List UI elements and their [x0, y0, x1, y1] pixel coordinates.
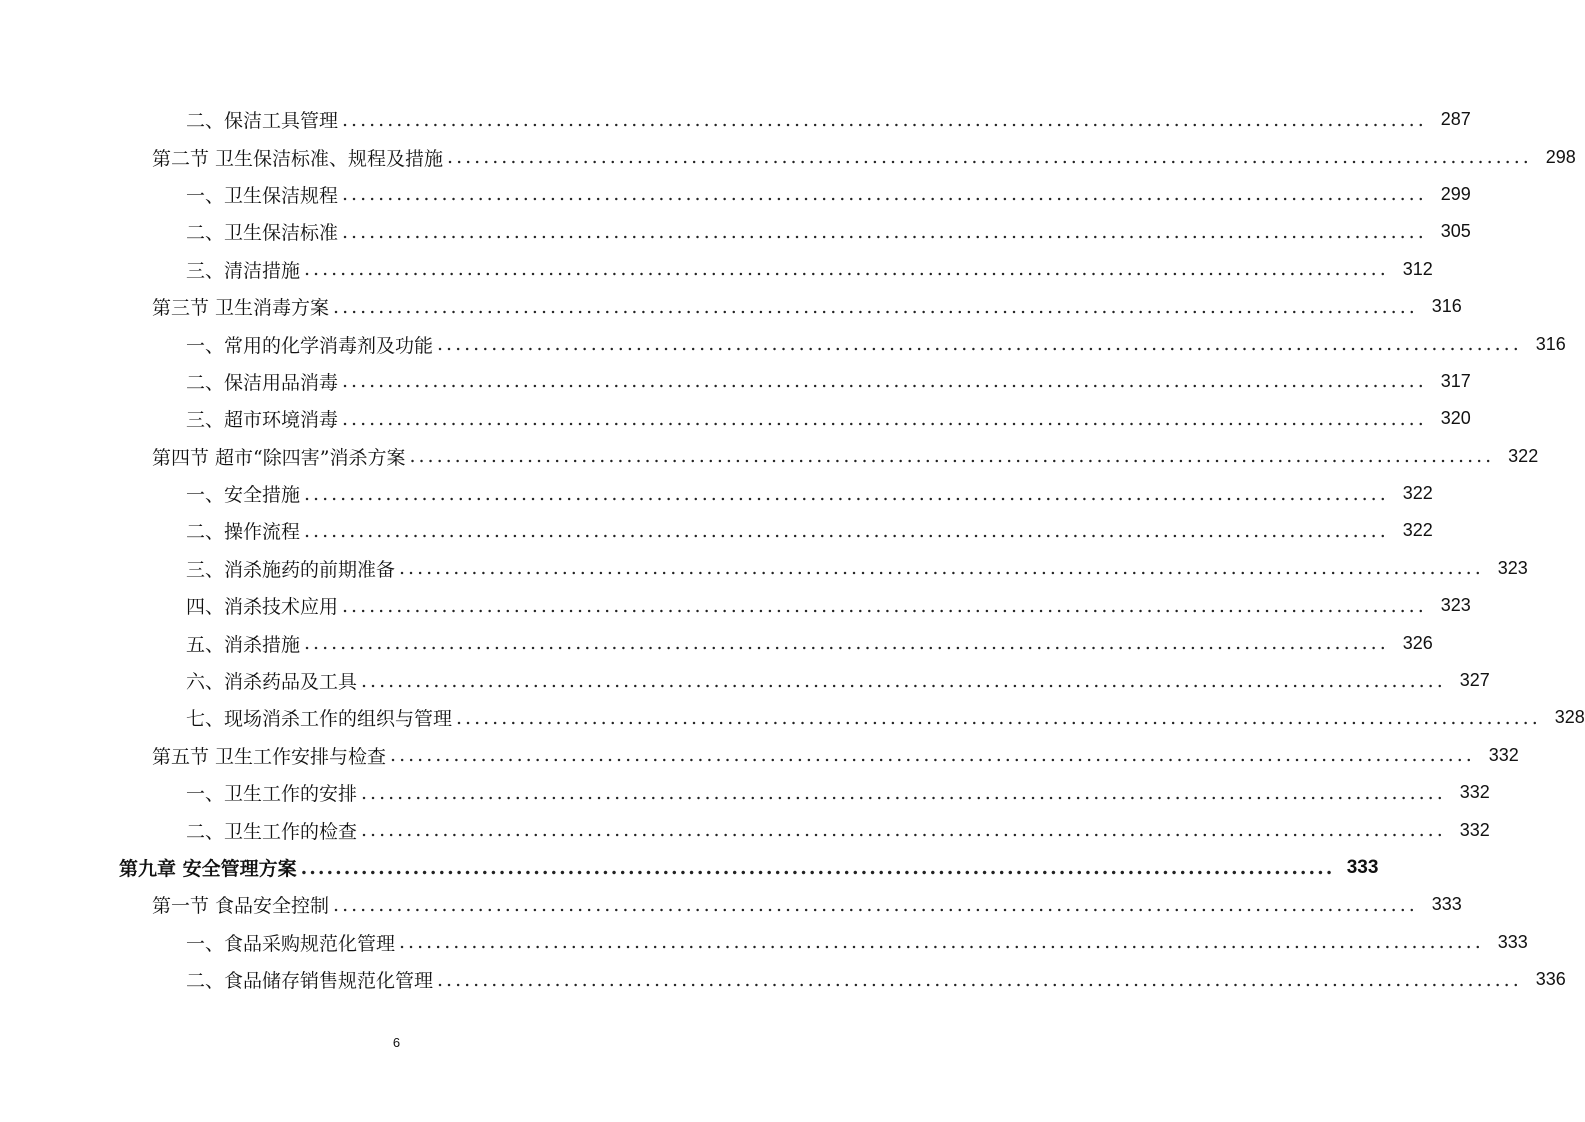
toc-entry-page: 312 [1402, 258, 1433, 279]
toc-entry-title: 六、消杀药品及工具 [186, 671, 358, 694]
dot-leader: ........................................................................................................................ [456, 706, 1541, 729]
toc-entry[interactable] [0, 587, 1471, 624]
toc-entry-title: 三、超市环境消毒 [186, 409, 339, 432]
toc-entry-page: 305 [1440, 221, 1471, 242]
toc-entry-page: 316 [1431, 296, 1462, 317]
dot-leader: ........................................................................................................................ [304, 482, 1389, 505]
toc-entry[interactable] [0, 325, 1566, 362]
toc-entry[interactable] [0, 288, 1462, 325]
toc-entry-page: 323 [1497, 557, 1528, 578]
toc-entry-title: 四、消杀技术应用 [186, 596, 339, 619]
toc-entry[interactable] [0, 512, 1433, 549]
toc-entry-page: 322 [1402, 520, 1433, 541]
toc-entry-page: 287 [1440, 109, 1471, 130]
dot-leader: ........................................................................................................................ [390, 744, 1475, 767]
dot-leader: ........................................................................................................................ [333, 295, 1418, 318]
toc-entry-title: 第九章 安全管理方案 [119, 858, 297, 880]
toc-entry-title: 二、食品储存销售规范化管理 [186, 970, 434, 993]
dot-leader: ........................................................................................................................ [333, 893, 1418, 916]
toc-entry-title: 第三节 卫生消毒方案 [152, 297, 330, 320]
dot-leader: ........................................................................................................................ [342, 594, 1427, 617]
dot-leader: ........................................................................................................................ [304, 258, 1389, 281]
toc-entry-title: 一、卫生保洁规程 [186, 184, 339, 207]
toc-entry[interactable] [0, 662, 1490, 699]
dot-leader: ........................................................................................................................ [437, 333, 1522, 356]
toc-entry[interactable] [0, 699, 1585, 736]
toc-entry-title: 一、食品采购规范化管理 [186, 932, 396, 955]
toc-entry-title: 一、卫生工作的安排 [186, 783, 358, 806]
toc-entry[interactable] [0, 363, 1471, 400]
toc-entry-page: 328 [1554, 707, 1585, 728]
toc-entry[interactable] [0, 849, 1379, 886]
toc-entry-title: 第一节 食品安全控制 [152, 895, 330, 918]
dot-leader: ........................................................................................................................ [304, 519, 1389, 542]
toc-entry[interactable] [0, 101, 1471, 138]
dot-leader: ........................................................................................................................ [304, 632, 1389, 655]
toc-entry-title: 二、保洁工具管理 [186, 110, 339, 133]
toc-entry[interactable] [0, 550, 1528, 587]
toc-entry[interactable] [0, 251, 1433, 288]
dot-leader: ........................................................................................................................ [437, 968, 1522, 991]
toc-entry-page: 332 [1459, 782, 1490, 803]
toc-entry-page: 298 [1545, 146, 1576, 167]
toc-entry-title: 一、安全措施 [186, 484, 301, 507]
dot-leader: ........................................................................................................................ [300, 856, 1335, 879]
dot-leader: ........................................................................................................................ [361, 669, 1446, 692]
toc-entry-page: 320 [1440, 408, 1471, 429]
dot-leader: ........................................................................................................................ [342, 220, 1427, 243]
toc-entry[interactable] [0, 886, 1462, 923]
toc-entry-title: 第五节 卫生工作安排与检查 [152, 745, 387, 768]
toc-entry[interactable] [0, 138, 1576, 175]
page-number: 6 [392, 1035, 401, 1050]
toc-entry[interactable] [0, 924, 1528, 961]
toc-entry-title: 五、消杀措施 [186, 633, 301, 656]
toc-entry-page: 323 [1440, 595, 1471, 616]
toc-entry-page: 299 [1440, 183, 1471, 204]
toc-entry[interactable] [0, 737, 1519, 774]
toc-entry[interactable] [0, 774, 1490, 811]
toc-entry-page: 317 [1440, 370, 1471, 391]
dot-leader: ........................................................................................................................ [342, 183, 1427, 206]
dot-leader: ........................................................................................................................ [342, 108, 1427, 131]
toc-entry[interactable] [0, 213, 1471, 250]
toc-entry-page: 322 [1402, 483, 1433, 504]
dot-leader: ........................................................................................................................ [361, 781, 1446, 804]
toc-entry[interactable] [0, 400, 1471, 437]
dot-leader: ........................................................................................................................ [342, 370, 1427, 393]
toc-entry[interactable] [0, 176, 1471, 213]
dot-leader: ........................................................................................................................ [447, 146, 1532, 169]
toc-entry-page: 316 [1535, 333, 1566, 354]
toc-entry-page: 333 [1346, 856, 1379, 878]
toc-entry[interactable] [0, 475, 1433, 512]
toc-entry-page: 327 [1459, 670, 1490, 691]
toc-entry-title: 第四节 超市“除四害”消杀方案 [152, 446, 406, 469]
toc-entry-title: 三、清洁措施 [186, 259, 301, 282]
toc-entry[interactable] [0, 624, 1433, 661]
toc-entry-page: 333 [1431, 894, 1462, 915]
toc-entry-page: 332 [1488, 744, 1519, 765]
table-of-contents [0, 101, 1585, 998]
dot-leader: ........................................................................................................................ [409, 445, 1495, 468]
toc-entry-page: 322 [1508, 445, 1539, 466]
toc-entry-title: 二、操作流程 [186, 521, 301, 544]
toc-entry-title: 第二节 卫生保洁标准、规程及措施 [152, 147, 444, 170]
toc-entry[interactable] [0, 961, 1566, 998]
toc-entry-page: 332 [1459, 819, 1490, 840]
toc-entry-title: 二、卫生保洁标准 [186, 222, 339, 245]
toc-entry[interactable] [0, 438, 1539, 475]
toc-entry-page: 326 [1402, 632, 1433, 653]
dot-leader: ........................................................................................................................ [342, 407, 1427, 430]
dot-leader: ........................................................................................................................ [399, 931, 1484, 954]
toc-entry-page: 336 [1535, 969, 1566, 990]
toc-entry-title: 二、保洁用品消毒 [186, 371, 339, 394]
toc-entry-title: 七、现场消杀工作的组织与管理 [186, 708, 453, 731]
toc-entry[interactable] [0, 811, 1490, 848]
toc-entry-page: 333 [1497, 931, 1528, 952]
dot-leader: ........................................................................................................................ [361, 819, 1446, 842]
dot-leader: ........................................................................................................................ [399, 557, 1484, 580]
toc-entry-title: 一、常用的化学消毒剂及功能 [186, 334, 434, 357]
toc-entry-title: 三、消杀施药的前期准备 [186, 558, 396, 581]
toc-entry-title: 二、卫生工作的检查 [186, 820, 358, 843]
